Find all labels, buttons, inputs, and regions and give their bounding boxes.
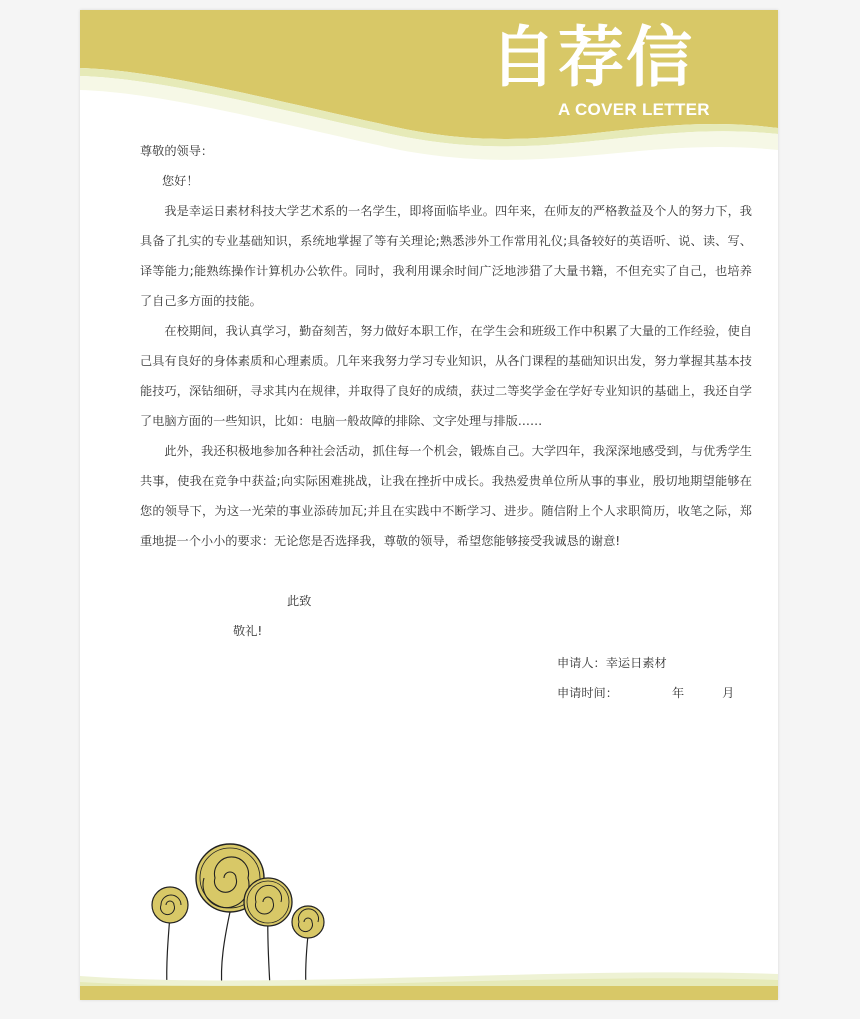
closing-salute: 敬礼! [233,624,263,638]
closing-regards: 此致 [287,594,312,608]
date-label: 申请时间： [557,686,618,700]
footer-wave-band [80,960,778,1000]
greeting: 您好！ [162,174,199,188]
letter-page [80,10,778,1000]
paragraph-3: 此外，我还积极地参加各种社会活动，抓住每一个机会，锻炼自己。大学四年，我深深地感受到，与优秀学生共事，使我在竞争中获益;向实际困难挑战，让我在挫折中成长。我热爱贵单位所从事的事业，殷切地期望能够在您的领导下，为这一光荣的事业添砖加瓦;并且在实践中不断学习、进步。随信附上个人求职简历，收笔之际，郑重地提一个小小的要求：无论您是否选择我，尊敬的领导，希望您能够接受我诚恳的谢意! [140,444,752,548]
cover-letter-title-en: A COVER LETTER [558,100,710,119]
applicant-name: 申请人：幸运日素材 [557,656,667,670]
letter-body [140,136,752,556]
paragraph-1: 我是幸运日素材科技大学艺术系的一名学生，即将面临毕业。四年来，在师友的严格教益及个人的努力下，我具备了扎实的专业基础知识，系统地掌握了等有关理论;熟悉涉外工作常用礼仪;具备较好的英语听、说、读、写、译等能力;能熟练操作计算机办公软件。同时，我利用课余时间广泛地涉猎了大量书籍，不但充实了自己，也培养了自己多方面的技能。 [140,204,752,308]
date-month: 月 [722,686,735,700]
application-date [557,684,734,701]
cover-letter-title-cn: 自荐信 [490,18,694,96]
salutation: 尊敬的领导： [140,144,214,158]
date-year: 年 [671,686,685,700]
paragraph-2: 在校期间，我认真学习，勤奋刻苦，努力做好本职工作，在学生会和班级工作中积累了大量的工作经验，使自己具有良好的身体素质和心理素质。几年来我努力学习专业知识，从各门课程的基础知识出发，努力掌握其基本技能技巧，深钻细研，寻求其内在规律，并取得了良好的成绩，获过二等奖学金在学好专业知识的基础上，我还自学了电脑方面的一些知识，比如：电脑一般故障的排除、文字处理与排版…… [140,324,752,428]
